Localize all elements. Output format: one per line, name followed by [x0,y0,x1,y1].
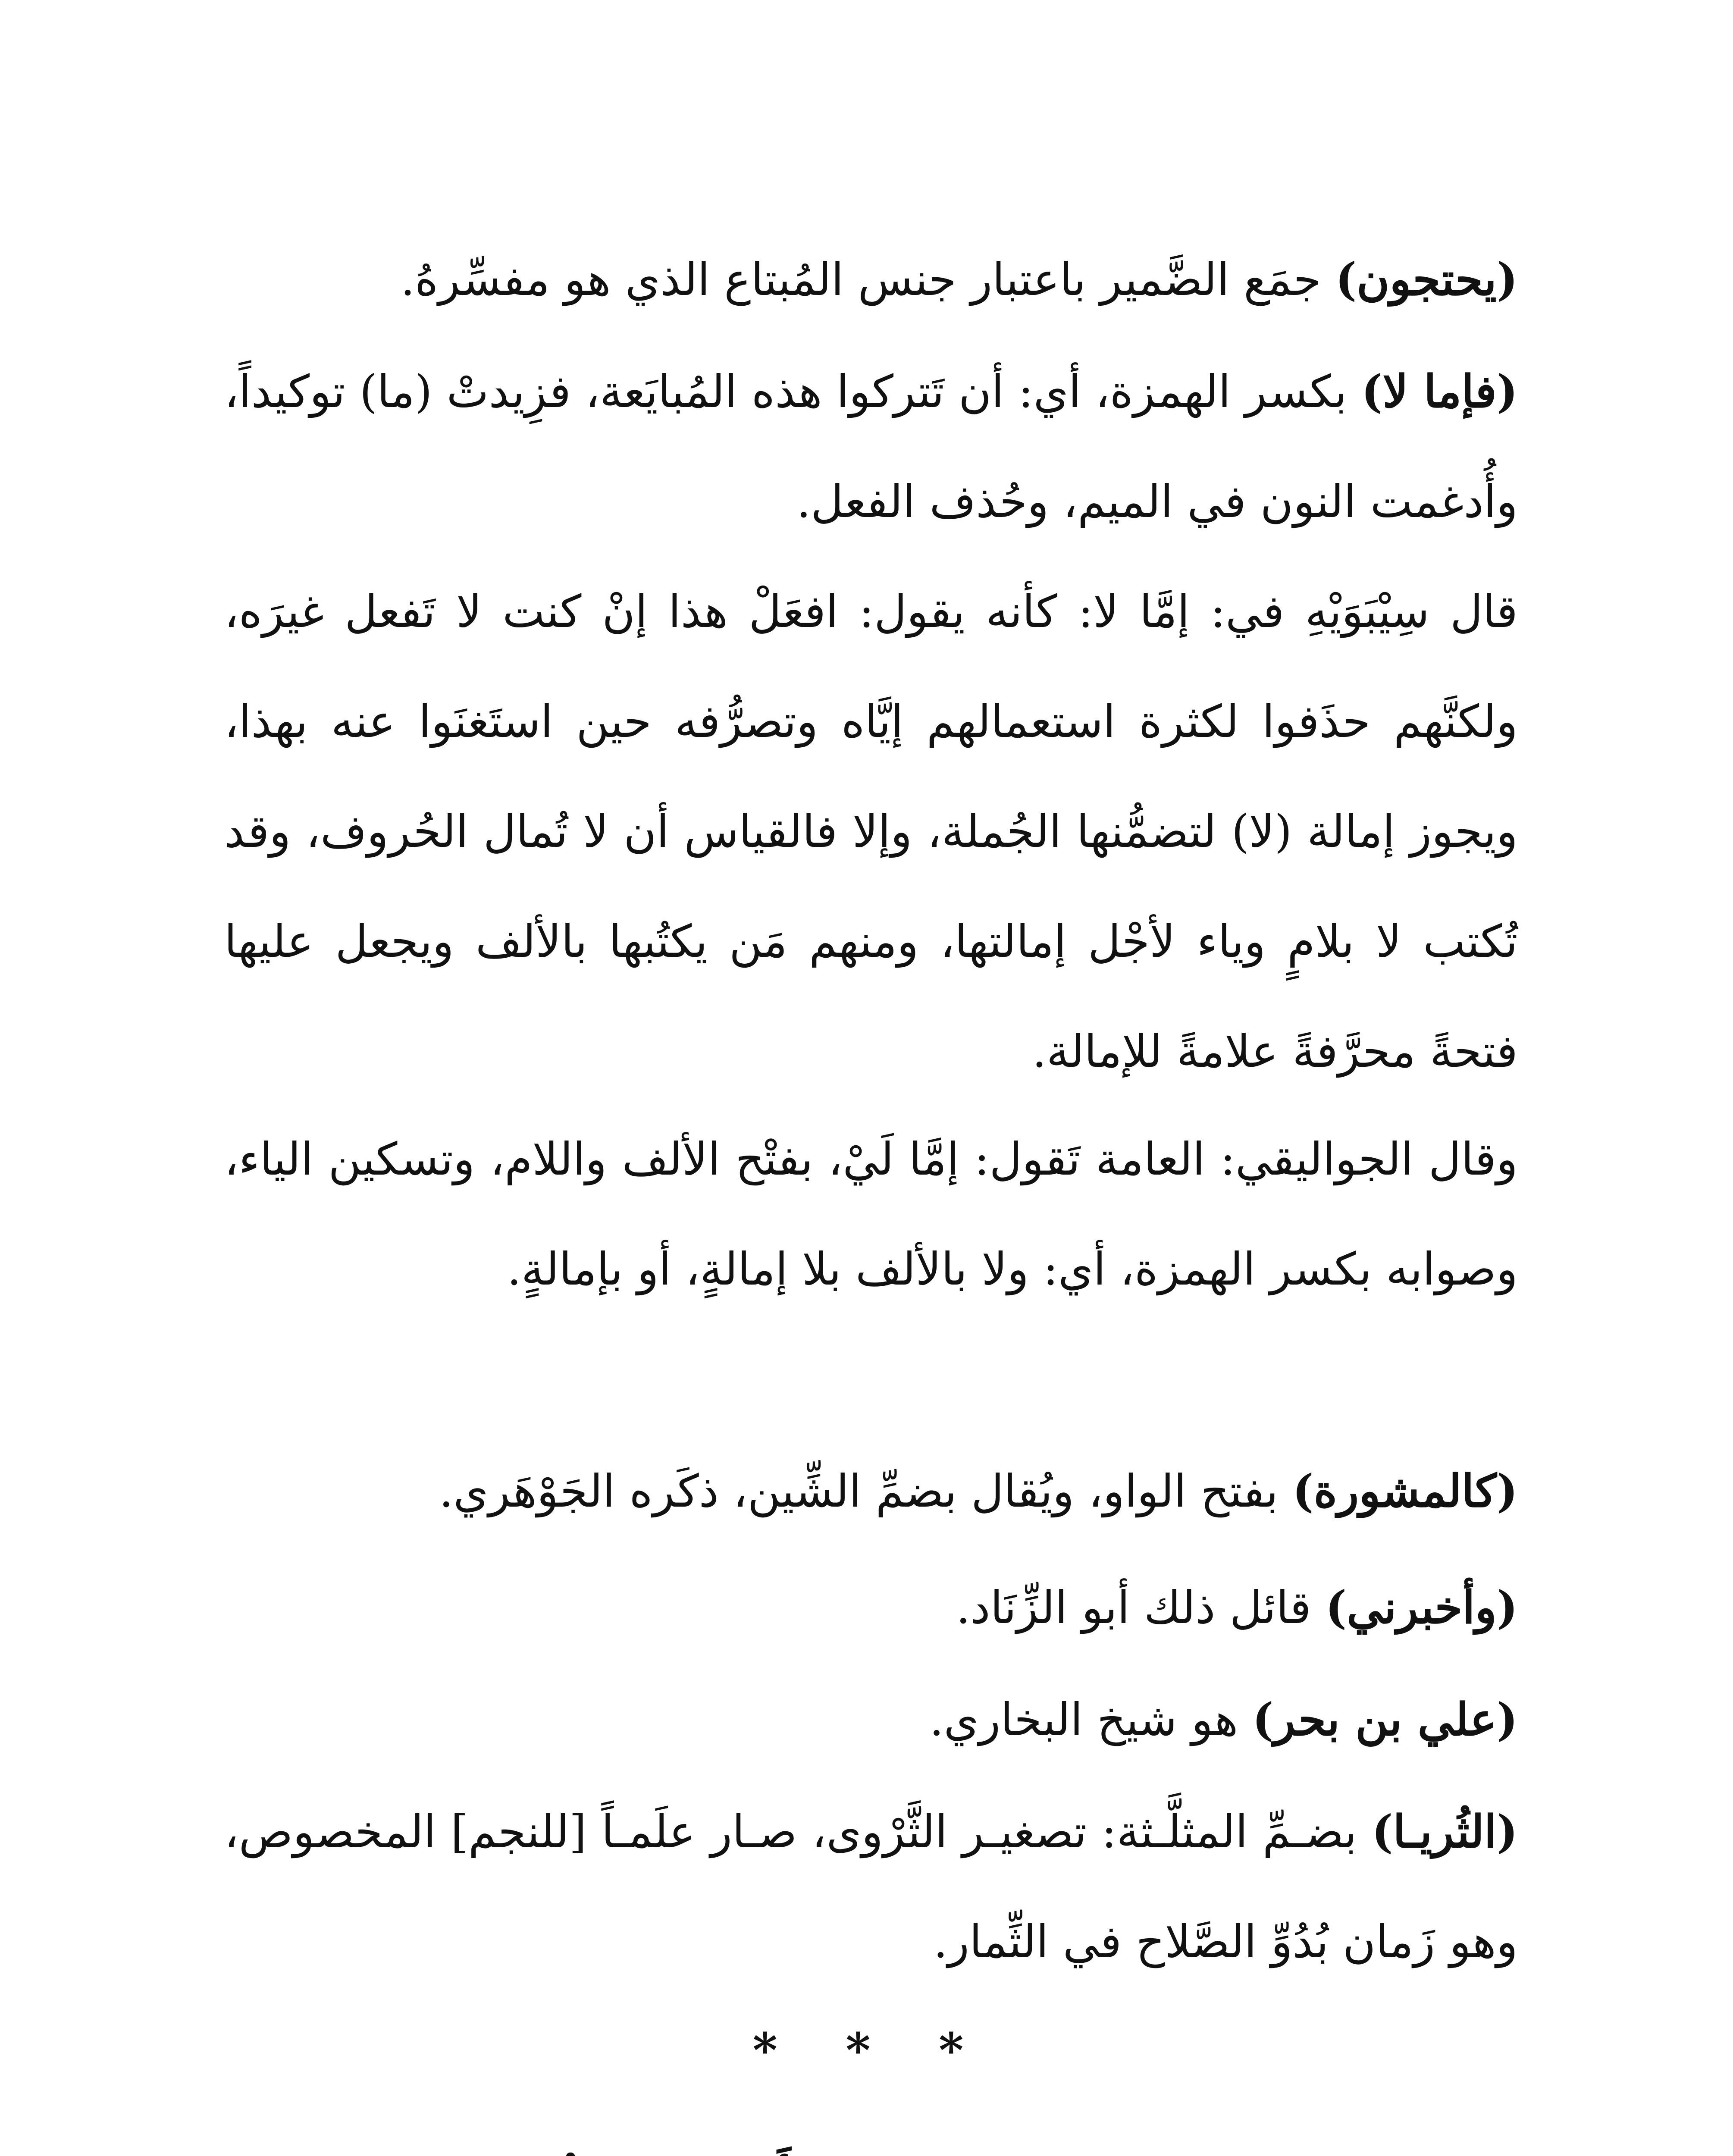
hadith-line [224,2143,1518,2156]
paragraph-5-head: (كالمشورة) [1292,1464,1518,1517]
paragraph-4 [224,1104,1518,1324]
paragraph-6-text: قائل ذلك أبو الزِّنَاد. [956,1581,1326,1634]
paragraph-5 [224,1436,1518,1546]
paragraph-5-text: بفتح الواو، ويُقال بضمِّ الشِّين، ذكَره الجَوْهَري. [439,1465,1293,1517]
paragraph-2-head: (فإما لا) [1361,365,1518,418]
paragraph-7-text: هو شيخ البخاري. [929,1693,1253,1746]
paragraph-1-head: (يحتجون) [1335,253,1518,306]
paragraph-7 [224,1664,1518,1775]
paragraph-3 [224,556,1518,1106]
paragraph-1-text: جمَع الضَّمير باعتبار جنس المُبتاع الذي هو مفسِّرهُ. [400,253,1335,306]
paragraph-7-head: (علي بن بحر) [1252,1693,1518,1746]
section-separator: * * * [752,2022,990,2078]
paragraph-6-head: (وأخبرني) [1325,1581,1518,1634]
paragraph-8-text: بضـمِّ المثلَّـثة: تصغيـر الثَّرْوى، صـار علَمـاً [للنجم] المخصوص، وهو زَمان بُدُوِّ الصَّلاح في الثِّمار. [224,1805,1518,1968]
paragraph-3-text: قال سِيْبَوَيْهِ في: إمَّا لا: كأنه يقول: افعَلْ هذا إنْ كنت لا تَفعل غيرَه، ولكنَّهم حذَفوا لكثرة استعمالهم إيَّاه وتصرُّفه حين استَغنَوا عنه بهذا، ويجوز إمالة (لا) لتضمُّنها الجُملة، وإلا فالقياس أن لا تُمال الحُروف، وقد تُكتب لا بلامٍ وياء لأجْل إمالتها، ومنهم مَن يكتُبها بالألف ويجعل عليها فتحةً محرَّفةً علامةً للإمالة. [224,585,1518,1078]
paragraph-2-text: بكسر الهمزة، أي: أن تَتركوا هذه المُبايَعة، فزِيدتْ (ما) توكيداً، وأُدغمت النون في الميم، وحُذف الفعل. [224,365,1518,528]
paragraph-8-head: (الثُريـا) [1372,1805,1518,1858]
paragraph-6 [224,1552,1518,1663]
paragraph-1 [224,224,1518,335]
paragraph-8 [224,1777,1518,1997]
paragraph-4-text: وقال الجواليقي: العامة تَقول: إمَّا لَيْ، بفتْح الألف واللام، وتسكين الياء، وصوابه بكسر الهمزة، أي: ولا بالألف بلا إمالةٍ، أو بإمالةٍ. [224,1133,1518,1295]
paragraph-2 [224,336,1518,557]
